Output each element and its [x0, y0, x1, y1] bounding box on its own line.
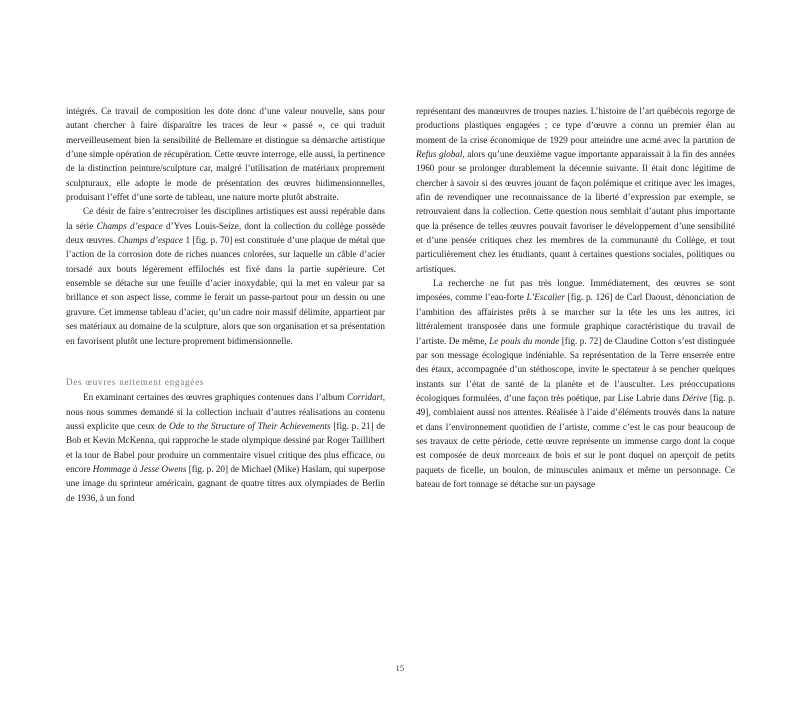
- two-column-text-body: [66, 104, 735, 505]
- italic-title: Champs d’espace: [96, 220, 163, 231]
- body-text: , nous nous sommes demandé si la collection incluait d’autres réalisations au contenu aussi explicite que ceux de: [66, 392, 385, 431]
- left-column: [66, 104, 385, 505]
- left-column-paragraphs-after-heading: [66, 390, 385, 505]
- italic-title: Le pouls du monde: [489, 335, 560, 346]
- body-text: Ce désir de faire s’entrecroiser les disciplines artistiques est aussi repérable dans la série: [66, 206, 385, 231]
- italic-title: Hommage à Jesse Owens: [92, 463, 187, 474]
- body-text: [fig. p. 72] de Claudine Cotton s’est distinguée par son message écologique indéniable. Sa représentation de la Terre enserrée entre des étaux, accompagnée d’un stéthoscope, invite le spectateur à se pencher quelques instants sur l’état de santé de la planète et de l’ausculter. Les préoccupations écologiques formulées, d’une façon très poétique, par Lise Labrie dans: [416, 335, 735, 403]
- body-text: 1 [fig. p. 70] est constituée d’une plaque de métal que l’action de la corrosion dote de riches nuances colorées, sur laquelle un câble d’acier torsadé aux bouts légèrement effilochés est fixé dans la partie supérieure. Cet ensemble se détache sur une feuille d’acier inoxydable, qui la met en valeur par sa brillance et son aspect lisse, comme le ferait un passe-partout pour un dessin ou une gravure. Cet immense tableau d’acier, qu’un cadre noir massif délimite, appartient par ses matériaux au domaine de la sculpture, alors que son organisation et sa présentation en favorisent plutôt une lecture proprement bidimensionnelle.: [66, 235, 385, 346]
- body-paragraph: [66, 104, 385, 204]
- body-paragraph: [416, 276, 735, 491]
- body-text: d’Yves Louis-Seize, dont la collection du collège possède deux œuvres.: [66, 220, 385, 246]
- page-number: 15: [395, 664, 405, 673]
- body-text: [fig. p. 126] de Carl Daoust, dénonciation de l’ambition des affairistes prêts à se marcher sur la tête les uns les autres, ici littéralement transposée dans une formule graphique caractéristique du travail de l’artiste. De même,: [416, 292, 736, 346]
- italic-title: Champs d’espace: [117, 235, 183, 246]
- body-paragraph: [66, 204, 385, 347]
- body-text: La recherche ne fut pas très longue. Immédiatement, des œuvres se sont imposées, comme l’eau-forte: [416, 278, 735, 303]
- right-column: [416, 104, 735, 505]
- italic-title: Refus global: [416, 149, 463, 160]
- body-text: intégrés. Ce travail de composition les dote donc d’une valeur nouvelle, sans pour autant chercher à faire disparaître les traces de leur « passé », ce qui traduit merveilleusement bien la sensibilité de Bellemare et distingue sa démarche artistique d’une simple opération de récupération. Cette œuvre interroge, elle aussi, la pertinence de la distinction peinture/sculpture car, malgré l’utilisation de matériaux proprement sculpturaux, elle adopte le mode de présentation des œuvres bidimensionnelles, produisant l’effet d’une sorte de tableau, une nature morte plutôt abstraite.: [66, 106, 385, 203]
- body-text: [fig. p. 21] de Bob et Kevin McKenna, qui rapproche le stade olympique dessiné par Roger Taillibert et la tour de Babel pour produire un commentaire visuel critique des plus efficace, ou encore: [66, 420, 385, 474]
- heading-spacer-top: [66, 348, 385, 375]
- section-heading: Des œuvres nettement engagées: [66, 376, 205, 387]
- left-column-paragraphs: [66, 104, 385, 348]
- body-text: En examinant certaines des œuvres graphiques contenues dans l’album: [83, 392, 347, 403]
- body-text: représentant des manœuvres de troupes nazies. L’histoire de l’art québécois regorge de productions plastiques engagées ; ce type d’œuvre a connu un premier élan au moment de la crise économique de 1929 pour atteindre une acmé avec la parution de: [416, 106, 735, 145]
- italic-title: Ode to the Structure of Their Achievements: [169, 420, 331, 431]
- body-text: [fig. p. 49], comblaient aussi nos attentes. Réalisée à l’aide d’éléments trouvés dans la nature et dans l’environnement quotidien de l’artiste, comme c’est le cas pour beaucoup de ses travaux de cette période, cette œuvre représente un immense cargo dont la coque est composée de deux morceaux de bois et sur le pont duquel on aperçoit de petits paquets de ficelle, un boulon, de minuscules animaux et même un personnage. Ce bateau de fort tonnage se détache sur un paysage: [416, 392, 735, 489]
- body-paragraph: [66, 390, 385, 505]
- body-text: [fig. p. 20] de Michael (Mike) Haslam, qui superpose une image du sprinteur américain, gagnant de quatre titres aux olympiades de Berlin de 1936, à un fond: [66, 463, 385, 503]
- body-paragraph: [416, 104, 735, 276]
- body-text: , alors qu’une deuxième vague importante apparaissait à la fin des années 1960 pour se prolonger durablement la décennie suivante. Il était donc légitime de chercher à savoir si des œuvres jouant de façon polémique et critique avec les images, afin de revendiquer une reconnaissance de la liberté d’expression par exemple, se retrouvaient dans la collection. Cette question nous semblait d’autant plus importante que la présence de telles œuvres pouvait favoriser le développement d’une sensibilité et d’une pensée critiques chez les membres de la communauté du Collège, et tout particulièrement chez les étudiants, quant à certaines questions sociales, politiques ou artistiques.: [416, 149, 735, 274]
- italic-title: L’Escalier: [526, 292, 565, 303]
- italic-title: Dérive: [682, 392, 708, 403]
- right-column-paragraphs: [416, 104, 735, 491]
- italic-title: Corridart: [346, 392, 383, 403]
